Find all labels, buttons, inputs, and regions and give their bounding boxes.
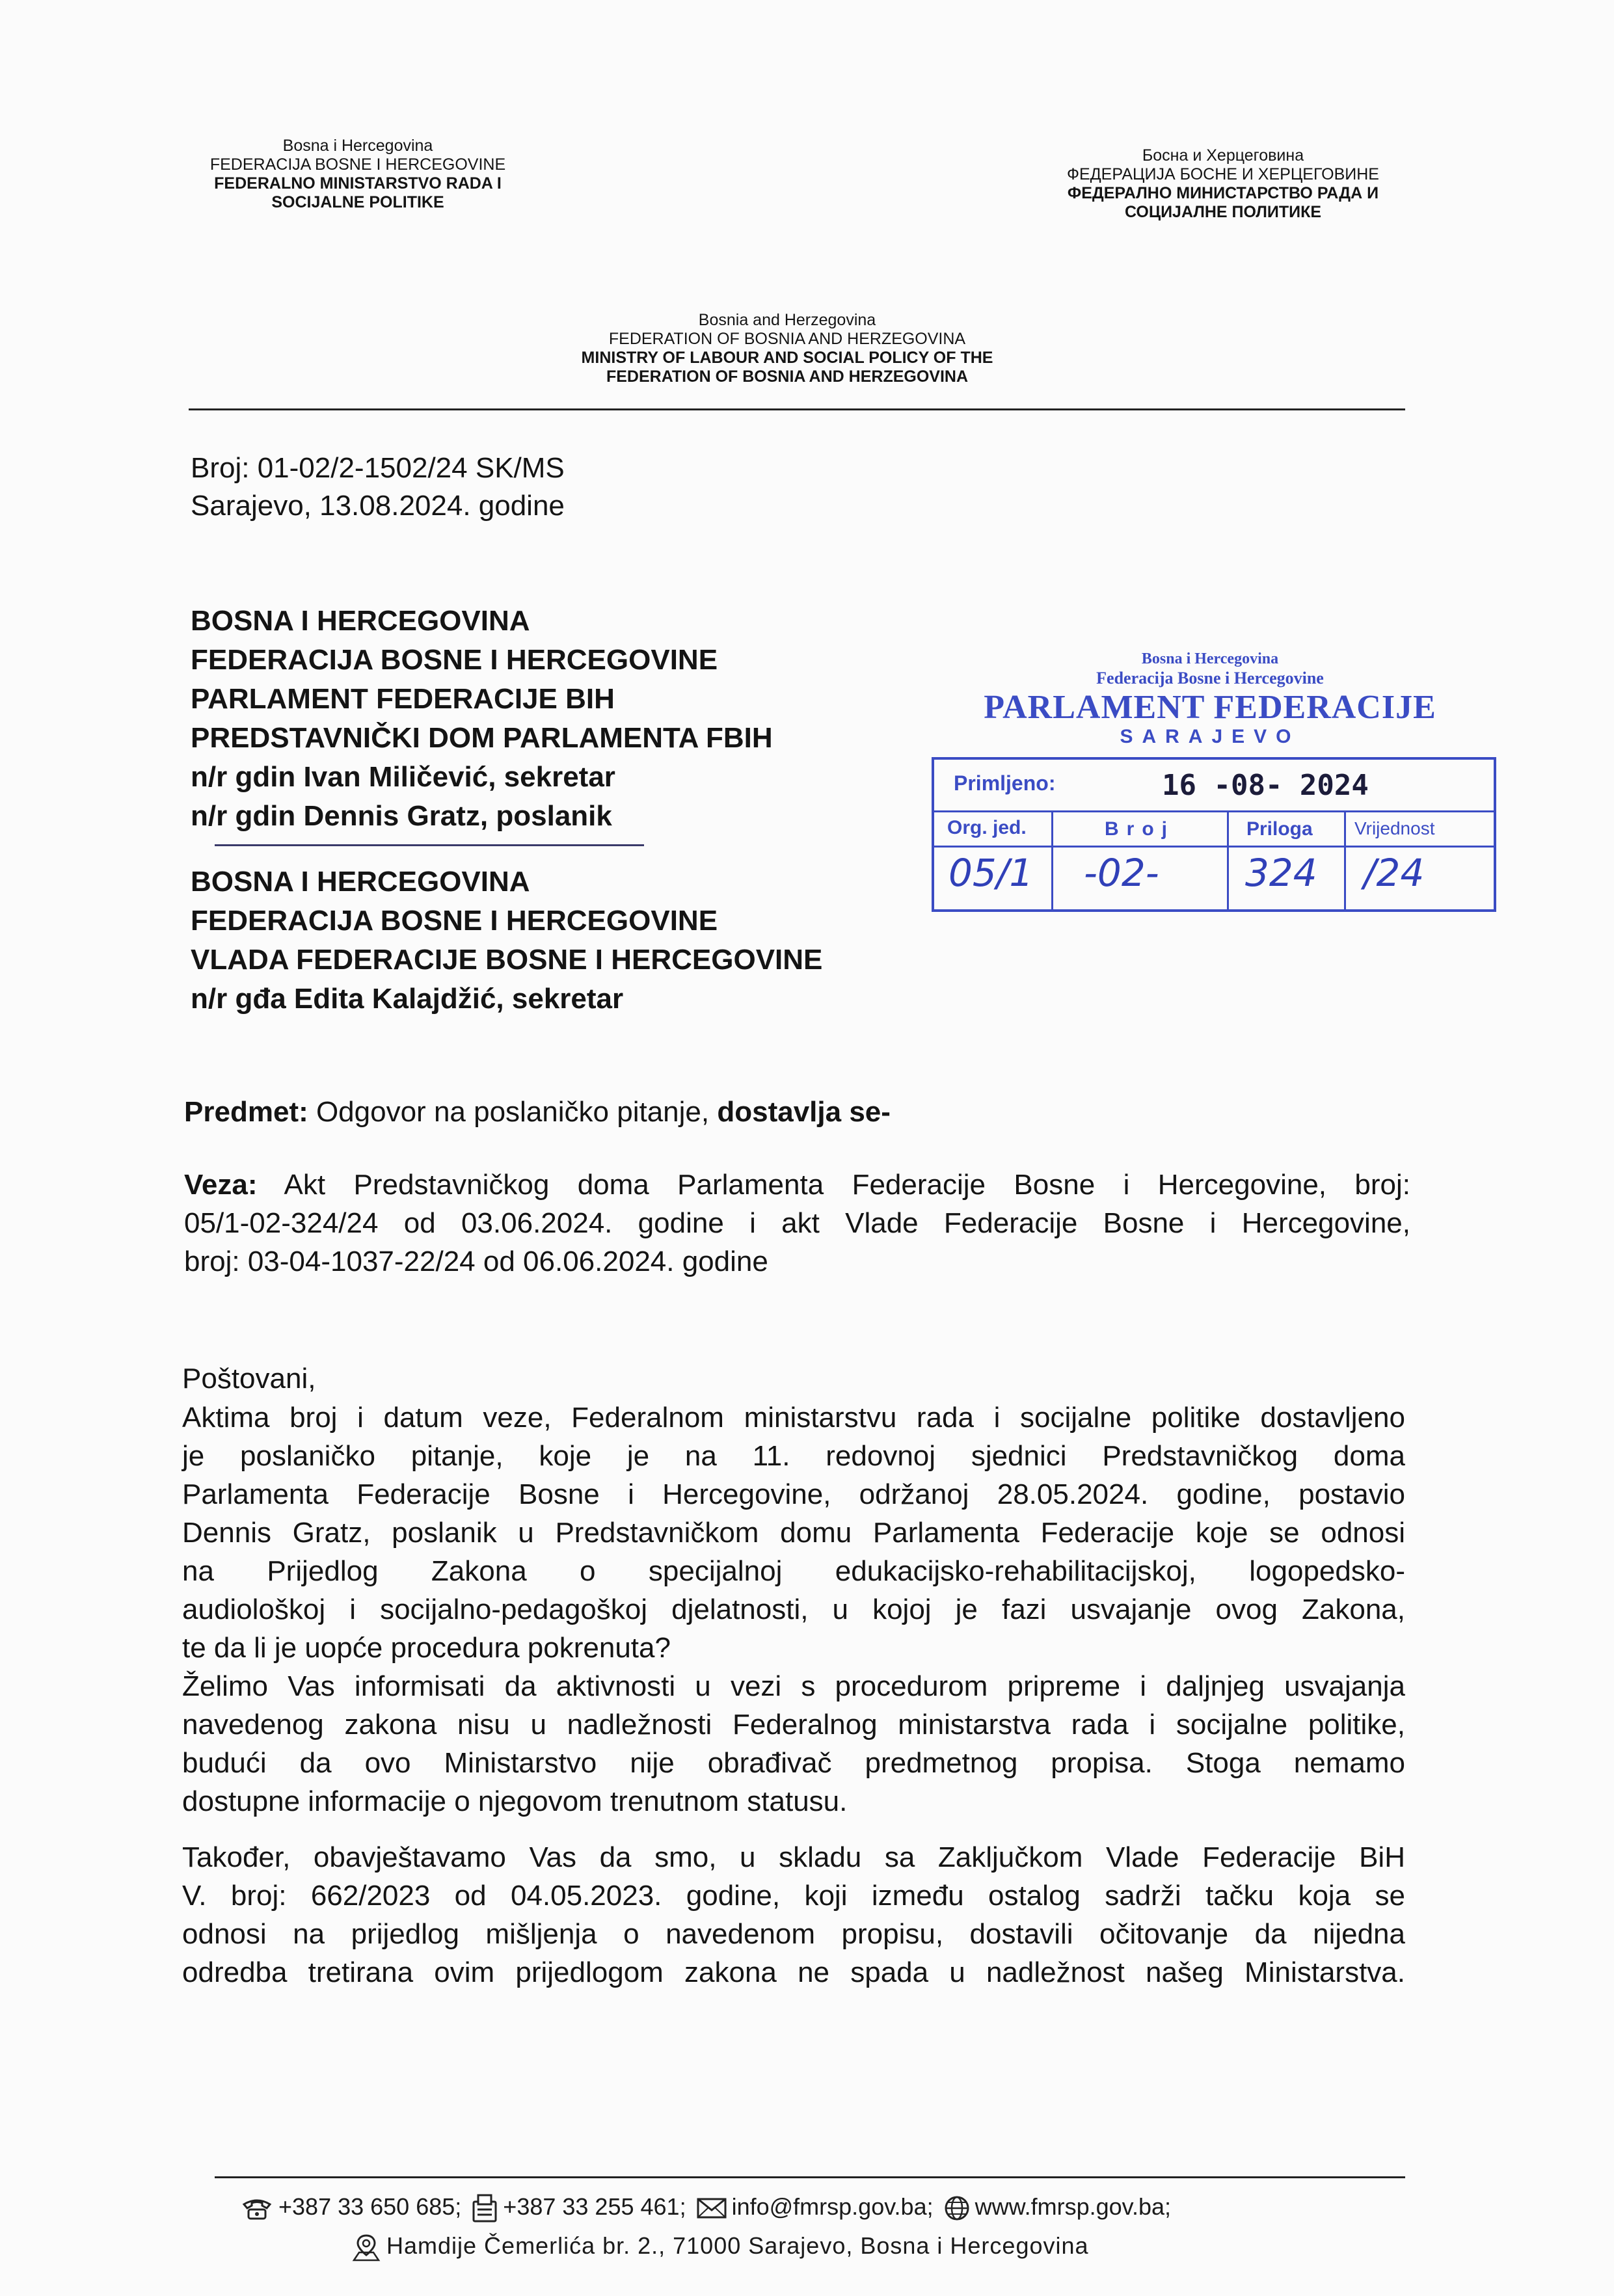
- body-line: audiološkoj i socijalno-pedagoškoj djelatnosti, u kojoj je fazi usvajanje ovog Zakona,: [182, 1594, 1405, 1625]
- body-line: dostupne informacije o njegovom trenutnom statusu.: [182, 1785, 848, 1817]
- body-line: odredba tretirana ovim prijedlogom zakona ne spada u nadležnost našeg Ministarstva.: [182, 1956, 1405, 1988]
- connection-line: [184, 1166, 1410, 1204]
- stamp-value-priloga: 324: [1245, 851, 1317, 895]
- stamp-country: Bosna i Hercegovina: [1141, 650, 1279, 667]
- body-line: budući da ovo Ministarstvo nije obrađivač predmetnog propisa. Stoga nemamo: [182, 1747, 1405, 1779]
- body-line: Dennis Gratz, poslanik u Predstavničkom domu Parlamenta Federacije koje se odnosi: [182, 1517, 1405, 1549]
- body-line: te da li je uopće procedura pokrenuta?: [182, 1632, 671, 1664]
- subject-text: Odgovor na poslaničko pitanje,: [316, 1096, 710, 1128]
- recipient1-line: BOSNA I HERCEGOVINA: [191, 605, 530, 637]
- stamp-col-broj: Broj: [1105, 818, 1175, 840]
- body-paragraph-1: [182, 1398, 1405, 1821]
- footer-email[interactable]: info@fmrsp.gov.ba;: [731, 2193, 934, 2220]
- footer-fax: +387 33 255 461;: [503, 2193, 686, 2220]
- reference-place-date: Sarajevo, 13.08.2024. godine: [191, 490, 565, 522]
- body-line: na Prijedlog Zakona o specijalnoj edukacijsko-rehabilitacijskoj, logopedsko-: [182, 1555, 1405, 1587]
- envelope-icon: [697, 2197, 727, 2219]
- body-line: Također, obavještavamo Vas da smo, u skladu sa Zaključkom Vlade Federacije BiH: [182, 1841, 1405, 1873]
- body-line: Želimo Vas informisati da aktivnosti u vezi s procedurom pripreme i daljnjeg usvajanja: [182, 1670, 1405, 1702]
- recipient2-line: FEDERACIJA BOSNE I HERCEGOVINE: [191, 905, 718, 937]
- stamp-row-divider: [934, 846, 1494, 848]
- body-line: Aktima broj i datum veze, Federalnom ministarstvu rada i socijalne politike dostavljeno: [182, 1402, 1405, 1434]
- stamp-received-date: 16 -08- 2024: [1162, 769, 1369, 802]
- recipient-block-government: [191, 862, 822, 1019]
- stamp-row-divider: [934, 810, 1494, 812]
- recipient1-line: PREDSTAVNIČKI DOM PARLAMENTA FBIH: [191, 722, 773, 754]
- recipient2-line: VLADA FEDERACIJE BOSNE I HERCEGOVINE: [191, 944, 823, 976]
- recipient1-line: FEDERACIJA BOSNE I HERCEGOVINE: [191, 644, 718, 676]
- stamp-value-org: 05/1: [948, 851, 1034, 895]
- body-line: Parlamenta Federacije Bosne i Hercegovine, održanoj 28.05.2024. godine, postavio: [182, 1478, 1405, 1510]
- stamp-col-org: Org. jed.: [947, 817, 1027, 838]
- recipient1-attn-deputy: n/r gdin Dennis Gratz, poslanik: [191, 800, 612, 832]
- body-line: je poslaničko pitanje, koje je na 11. redovnoj sjednici Predstavničkog doma: [182, 1440, 1405, 1472]
- stamp-institution: PARLAMENT FEDERACIJE: [984, 689, 1436, 726]
- header-center-ministry-2: FEDERATION OF BOSNIA AND HERZEGOVINA: [606, 367, 969, 386]
- body-line: navedenog zakona nisu u nadležnosti Federalnog ministarstva rada i socijalne politike,: [182, 1709, 1405, 1741]
- header-left-federation: FEDERACIJA BOSNE I HERCEGOVINE: [209, 155, 506, 174]
- header-left-country: Bosna i Hercegovina: [282, 137, 433, 155]
- header-right-federation: ФЕДЕРАЦИЈА БОСНЕ И ХЕРЦЕГОВИНЕ: [1067, 165, 1379, 183]
- footer-address-line: [351, 2232, 1089, 2262]
- recipient2-attn-secretary: n/r gđa Edita Kalajdžić, sekretar: [191, 983, 624, 1015]
- header-center-federation: FEDERATION OF BOSNIA AND HERZEGOVINA: [608, 330, 966, 348]
- location-pin-icon: [351, 2233, 381, 2262]
- connection-text: Akt Predstavničkog doma Parlamenta Federacije Bosne i Hercegovine, broj:: [284, 1169, 1411, 1201]
- stamp-col-divider: [1344, 810, 1346, 909]
- stamp-received-label: Primljeno:: [954, 771, 1056, 795]
- stamp-city: SARAJEVO: [1120, 726, 1300, 747]
- greeting: Poštovani,: [182, 1363, 316, 1395]
- header-right: [976, 146, 1470, 222]
- header-right-ministry: ФЕДЕРАЛНО МИНИСТАРСТВО РАДА И: [1067, 184, 1379, 202]
- recipient-block-parliament: [191, 602, 773, 836]
- header-center: [475, 311, 1099, 386]
- body-line: odnosi na prijedlog mišljenja o navedenom propisu, dostavili očitovanje da nijedna: [182, 1918, 1405, 1950]
- header-divider: [189, 408, 1405, 410]
- connection-line: 05/1-02-324/24 od 03.06.2024. godine i akt Vlade Federacije Bosne i Hercegovine,: [184, 1207, 1410, 1239]
- connection-label: Veza:: [184, 1169, 258, 1201]
- footer-address: Hamdije Čemerlića br. 2., 71000 Sarajevo, Bosna i Hercegovina: [386, 2232, 1089, 2259]
- header-center-ministry: MINISTRY OF LABOUR AND SOCIAL POLICY OF THE: [581, 349, 993, 367]
- subject-label: Predmet:: [184, 1096, 308, 1128]
- header-left: [130, 137, 585, 212]
- footer-phone: +387 33 650 685;: [278, 2193, 462, 2220]
- subject-action: dostavlja se-: [717, 1096, 891, 1128]
- recipient1-attn-secretary: n/r gdin Ivan Miličević, sekretar: [191, 761, 615, 793]
- fax-icon: [472, 2194, 498, 2223]
- body-line: V. broj: 662/2023 od 04.05.2023. godine, koji između ostalog sadrži tačku koja se: [182, 1880, 1405, 1912]
- footer-contacts: [241, 2193, 1171, 2223]
- header-center-country: Bosnia and Herzegovina: [698, 311, 876, 329]
- phone-icon: [241, 2195, 273, 2221]
- stamp-col-divider: [1051, 810, 1053, 909]
- header-left-ministry-2: SOCIJALNE POLITIKE: [271, 193, 444, 211]
- connection-line: broj: 03-04-1037-22/24 od 06.06.2024. godine: [184, 1246, 768, 1277]
- reference-number: Broj: 01-02/2-1502/24 SK/MS: [191, 452, 565, 484]
- stamp-col-priloga: Priloga: [1246, 818, 1313, 840]
- recipient2-line: BOSNA I HERCEGOVINA: [191, 866, 530, 898]
- body-paragraph-2: [182, 1838, 1405, 1992]
- recipient-divider: [215, 844, 644, 846]
- stamp-col-divider: [1227, 810, 1229, 909]
- stamp-grid: [932, 757, 1496, 912]
- subject-line: [184, 1093, 891, 1132]
- header-left-ministry: FEDERALNO MINISTARSTVO RADA I: [214, 174, 502, 193]
- header-right-ministry-2: СОЦИЈАЛНЕ ПОЛИТИКЕ: [1124, 203, 1322, 221]
- stamp-federation: Federacija Bosne i Hercegovine: [1096, 669, 1324, 687]
- footer-website[interactable]: www.fmrsp.gov.ba;: [975, 2193, 1172, 2220]
- received-stamp: [924, 650, 1496, 937]
- recipient1-line: PARLAMENT FEDERACIJE BIH: [191, 683, 615, 715]
- stamp-value-broj: -02-: [1084, 851, 1159, 895]
- stamp-value-vrijednost: /24: [1364, 851, 1425, 895]
- header-right-country: Босна и Херцеговина: [1142, 146, 1304, 165]
- connection-block: [184, 1166, 1410, 1281]
- stamp-col-vrijednost: Vrijednost: [1354, 818, 1435, 838]
- globe-icon: [944, 2195, 970, 2221]
- footer-divider: [215, 2176, 1405, 2178]
